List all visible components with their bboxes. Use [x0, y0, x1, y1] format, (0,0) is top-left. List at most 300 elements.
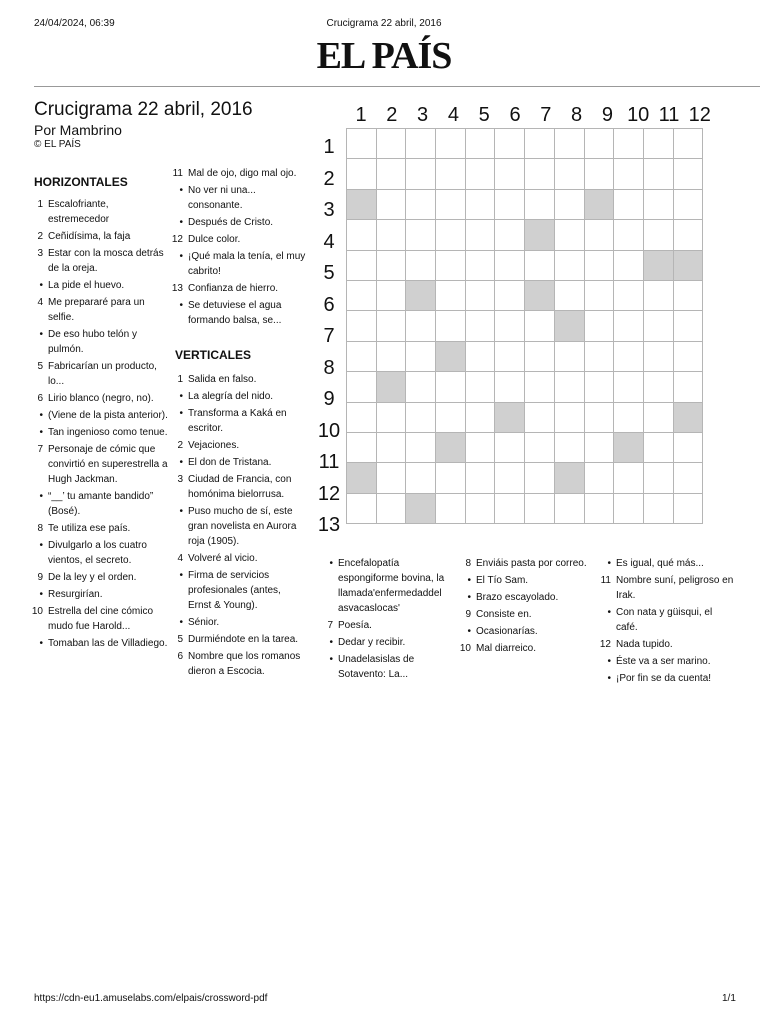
grid-cell[interactable] — [376, 280, 406, 310]
grid-cell[interactable] — [465, 129, 495, 159]
grid-cell[interactable] — [465, 463, 495, 493]
grid-cell[interactable] — [554, 280, 584, 310]
clue-item — [26, 521, 168, 536]
clue-item — [26, 442, 168, 487]
clue-number: 1 — [37, 199, 43, 210]
clue-number: 2 — [37, 231, 43, 242]
clue-text: De eso hubo telón y pulmón. — [48, 329, 137, 355]
grid-cell[interactable] — [436, 463, 466, 493]
clue-number: 5 — [37, 361, 43, 372]
row-number: 7 — [323, 325, 335, 347]
grid-cell[interactable] — [554, 250, 584, 280]
print-date: 24/04/2024, 06:39 — [34, 18, 115, 29]
clue-number: • — [39, 427, 43, 438]
grid-cell[interactable] — [406, 220, 436, 250]
grid-cell[interactable] — [584, 463, 614, 493]
clue-text: Estar con la mosca detrás de la oreja. — [48, 248, 164, 274]
clue-text: Nombre que los romanos dieron a Escocia. — [188, 651, 301, 677]
grid-cell[interactable] — [465, 493, 495, 523]
grid-cell[interactable] — [347, 493, 377, 523]
grid-cell[interactable] — [436, 280, 466, 310]
clue-text: Personaje de cómic que convirtió en superestrella a Hugh Jackman. — [48, 444, 168, 485]
grid-cell[interactable] — [643, 311, 673, 341]
grid-block — [525, 280, 555, 310]
grid-cell[interactable] — [554, 493, 584, 523]
grid-cell[interactable] — [643, 189, 673, 219]
clue-number: • — [39, 410, 43, 421]
column-number: 7 — [540, 104, 552, 126]
clue-text: Firma de servicios profesionales (antes, Ernst & Young). — [188, 570, 281, 611]
clue-number: • — [39, 491, 43, 502]
grid-cell[interactable] — [406, 372, 436, 402]
grid-cell[interactable] — [436, 189, 466, 219]
grid-cell[interactable] — [347, 250, 377, 280]
grid-cell[interactable] — [406, 311, 436, 341]
footer-page-number: 1/1 — [722, 993, 736, 1004]
header-divider — [34, 86, 760, 87]
grid-cell[interactable] — [643, 220, 673, 250]
row-number: 1 — [323, 136, 335, 158]
row-number: 6 — [323, 293, 335, 316]
grid-cell[interactable] — [584, 159, 614, 189]
grid-cell[interactable] — [614, 311, 644, 341]
clue-text: Es igual, qué más... — [616, 558, 704, 569]
row-number: 2 — [323, 167, 335, 190]
grid-cell[interactable] — [376, 159, 406, 189]
grid-cell[interactable] — [347, 159, 377, 189]
grid-cell[interactable] — [584, 129, 614, 159]
grid-cell[interactable] — [673, 311, 703, 341]
clue-item — [166, 281, 306, 296]
grid-cell[interactable] — [614, 280, 644, 310]
clue-number: 8 — [37, 523, 43, 534]
clue-number: 10 — [459, 643, 471, 654]
grid-cell[interactable] — [495, 463, 525, 493]
clue-number: • — [607, 558, 611, 569]
grid-cell[interactable] — [465, 250, 495, 280]
clue-item — [26, 489, 168, 519]
clue-text: Con nata y güisqui, el café. — [616, 607, 713, 633]
clue-item — [316, 652, 452, 682]
grid-cell[interactable] — [673, 129, 703, 159]
clue-item — [26, 327, 168, 357]
clue-number: • — [179, 300, 183, 311]
grid-block — [525, 220, 555, 250]
footer-url: https://cdn-eu1.amuselabs.com/elpais/crossword-pdf — [34, 993, 268, 1004]
column-number: 2 — [386, 104, 398, 126]
grid-cell[interactable] — [376, 432, 406, 462]
clue-number: • — [467, 575, 471, 586]
clue-number: • — [467, 626, 471, 637]
grid-cell[interactable] — [347, 341, 377, 371]
grid-cell[interactable] — [376, 189, 406, 219]
clue-number: • — [329, 637, 333, 648]
grid-block — [554, 463, 584, 493]
grid-cell[interactable] — [436, 220, 466, 250]
grid-cell[interactable] — [376, 129, 406, 159]
clue-item — [316, 635, 452, 650]
grid-cell[interactable] — [465, 189, 495, 219]
clue-item — [166, 406, 306, 436]
clue-number: 7 — [37, 444, 43, 455]
clue-text: Transforma a Kaká en escritor. — [188, 408, 287, 434]
clue-number: • — [39, 329, 43, 340]
clue-text: Durmiéndote en la tarea. — [188, 634, 299, 645]
row-number: 10 — [317, 419, 341, 442]
grid-cell[interactable] — [584, 493, 614, 523]
clue-text: Confianza de hierro. — [188, 283, 279, 294]
grid-cell[interactable] — [554, 432, 584, 462]
grid-block — [436, 432, 466, 462]
clue-text: No ver ni una... consonante. — [188, 185, 256, 211]
clue-text: Te utiliza ese país. — [48, 523, 131, 534]
grid-cell[interactable] — [495, 341, 525, 371]
clue-number: 10 — [31, 606, 43, 617]
grid-cell[interactable] — [436, 311, 466, 341]
clue-number: 6 — [177, 651, 183, 662]
grid-cell[interactable] — [495, 129, 525, 159]
grid-cell[interactable] — [406, 432, 436, 462]
clue-item — [26, 538, 168, 568]
clue-text: Me prepararé para un selfie. — [48, 297, 145, 323]
grid-cell[interactable] — [347, 280, 377, 310]
grid-cell[interactable] — [525, 432, 555, 462]
clue-text: Tomaban las de Villadiego. — [48, 638, 168, 649]
el-pais-logo: EL PAÍS — [316, 35, 452, 77]
grid-cell[interactable] — [495, 280, 525, 310]
column-number: 5 — [478, 104, 490, 126]
grid-block — [614, 432, 644, 462]
grid-cell[interactable] — [347, 311, 377, 341]
clue-text: Estrella del cine cómico mudo fue Harold... — [48, 606, 154, 632]
grid-cell[interactable] — [465, 280, 495, 310]
grid-cell[interactable] — [525, 372, 555, 402]
grid-cell[interactable] — [643, 159, 673, 189]
grid-block — [347, 189, 377, 219]
clue-number: 7 — [327, 620, 333, 631]
grid-cell[interactable] — [465, 220, 495, 250]
clue-item — [26, 636, 168, 651]
grid-cell[interactable] — [436, 493, 466, 523]
clue-number: 11 — [600, 575, 611, 586]
grid-cell[interactable] — [614, 463, 644, 493]
grid-cell[interactable] — [584, 432, 614, 462]
clue-item — [594, 654, 734, 669]
clue-text: Después de Cristo. — [188, 217, 274, 228]
grid-cell[interactable] — [465, 372, 495, 402]
clue-item — [316, 556, 452, 616]
grid-cell[interactable] — [673, 463, 703, 493]
grid-cell[interactable] — [643, 341, 673, 371]
grid-cell[interactable] — [525, 341, 555, 371]
grid-cell[interactable] — [495, 432, 525, 462]
grid-cell[interactable] — [376, 250, 406, 280]
grid-cell[interactable] — [525, 311, 555, 341]
grid-cell[interactable] — [465, 432, 495, 462]
grid-cell[interactable] — [584, 402, 614, 432]
clue-number: • — [179, 185, 183, 196]
clue-number: 2 — [177, 440, 183, 451]
clue-item — [594, 605, 734, 635]
grid-cell[interactable] — [554, 129, 584, 159]
column-number: 8 — [571, 104, 583, 126]
column-number: 9 — [601, 104, 613, 126]
grid-cell[interactable] — [554, 189, 584, 219]
clue-text: Vejaciones. — [188, 440, 240, 451]
grid-cell[interactable] — [584, 341, 614, 371]
grid-cell[interactable] — [347, 402, 377, 432]
grid-block — [673, 250, 703, 280]
clue-item — [166, 551, 306, 566]
clue-number: • — [39, 280, 43, 291]
row-number: 11 — [318, 451, 340, 473]
clue-item — [166, 504, 306, 549]
clue-item — [454, 607, 592, 622]
clue-text: Lirio blanco (negro, no). — [48, 393, 154, 404]
grid-cell[interactable] — [643, 129, 673, 159]
clue-text: Escalofriante, estremecedor — [48, 199, 110, 225]
clue-text: El Tío Sam. — [476, 575, 529, 586]
grid-cell[interactable] — [406, 159, 436, 189]
grid-cell[interactable] — [495, 250, 525, 280]
clue-number: 12 — [599, 639, 611, 650]
clue-item — [454, 641, 592, 656]
clue-item — [26, 408, 168, 423]
clue-text: Fabricarían un producto, lo... — [48, 361, 157, 387]
clue-item — [166, 472, 306, 502]
clue-text: Poesía. — [338, 620, 372, 631]
clue-text: La alegría del nido. — [188, 391, 274, 402]
row-number: 12 — [317, 482, 341, 505]
grid-cell[interactable] — [347, 372, 377, 402]
grid-cell[interactable] — [525, 402, 555, 432]
grid-cell[interactable] — [465, 311, 495, 341]
clue-number: 5 — [177, 634, 183, 645]
grid-cell[interactable] — [465, 402, 495, 432]
grid-cell[interactable] — [376, 493, 406, 523]
clue-item — [166, 438, 306, 453]
clue-text: Divulgarlo a los cuatro vientos, el secreto. — [48, 540, 147, 566]
grid-cell[interactable] — [673, 493, 703, 523]
clue-item — [166, 615, 306, 630]
grid-cell[interactable] — [406, 463, 436, 493]
clue-item — [26, 391, 168, 406]
grid-cell[interactable] — [673, 372, 703, 402]
grid-cell[interactable] — [584, 280, 614, 310]
grid-cell[interactable] — [673, 220, 703, 250]
grid-cell[interactable] — [376, 311, 406, 341]
clue-number: • — [179, 457, 183, 468]
grid-cell[interactable] — [347, 129, 377, 159]
clue-text: (Viene de la pista anterior). — [48, 410, 168, 421]
clue-number: 9 — [37, 572, 43, 583]
clue-item — [166, 389, 306, 404]
grid-cell[interactable] — [525, 250, 555, 280]
grid-cell[interactable] — [406, 250, 436, 280]
grid-cell[interactable] — [436, 250, 466, 280]
grid-cell[interactable] — [465, 159, 495, 189]
grid-cell[interactable] — [376, 341, 406, 371]
grid-cell[interactable] — [614, 493, 644, 523]
grid-cell[interactable] — [614, 129, 644, 159]
clue-number: • — [607, 607, 611, 618]
clue-text: ¡Qué mala la tenía, el muy cabrito! — [188, 251, 306, 277]
grid-cell[interactable] — [525, 189, 555, 219]
column-number: 4 — [447, 104, 459, 126]
clue-text: De la ley y el orden. — [48, 572, 137, 583]
clue-text: Tan ingenioso como tenue. — [48, 427, 168, 438]
grid-cell[interactable] — [584, 250, 614, 280]
grid-cell[interactable] — [584, 220, 614, 250]
grid-cell[interactable] — [495, 311, 525, 341]
grid-cell[interactable] — [406, 341, 436, 371]
row-number: 4 — [323, 230, 335, 253]
clue-item — [166, 249, 306, 279]
clue-number: 6 — [37, 393, 43, 404]
grid-cell[interactable] — [554, 341, 584, 371]
grid-cell[interactable] — [525, 129, 555, 159]
grid-cell[interactable] — [436, 372, 466, 402]
grid-cell[interactable] — [554, 402, 584, 432]
grid-cell[interactable] — [554, 159, 584, 189]
clue-text: Mal diarreico. — [476, 643, 537, 654]
clue-text: Éste va a ser marino. — [616, 656, 711, 667]
grid-cell[interactable] — [406, 129, 436, 159]
grid-block — [347, 463, 377, 493]
grid-cell[interactable] — [614, 372, 644, 402]
grid-cell[interactable] — [584, 372, 614, 402]
grid-cell[interactable] — [614, 402, 644, 432]
vertical-heading: VERTICALES — [175, 348, 252, 362]
grid-cell[interactable] — [436, 402, 466, 432]
grid-cell[interactable] — [554, 220, 584, 250]
clue-number: • — [179, 217, 183, 228]
grid-cell[interactable] — [643, 432, 673, 462]
grid-cell[interactable] — [525, 493, 555, 523]
grid-cell[interactable] — [495, 189, 525, 219]
grid-cell[interactable] — [495, 372, 525, 402]
grid-cell[interactable] — [643, 372, 673, 402]
clue-item — [166, 232, 306, 247]
clue-number: 3 — [177, 474, 183, 485]
grid-cell[interactable] — [525, 463, 555, 493]
grid-cell[interactable] — [673, 189, 703, 219]
column-number: 6 — [509, 104, 521, 126]
grid-cell[interactable] — [406, 402, 436, 432]
clue-text: Nombre suní, peligroso en Irak. — [616, 575, 734, 601]
grid-cell[interactable] — [376, 220, 406, 250]
grid-cell[interactable] — [376, 463, 406, 493]
grid-cell[interactable] — [614, 189, 644, 219]
clue-number: • — [329, 558, 333, 569]
column-number: 10 — [627, 104, 650, 126]
clue-item — [166, 649, 306, 679]
grid-cell[interactable] — [525, 159, 555, 189]
clue-item — [26, 278, 168, 293]
grid-cell[interactable] — [376, 402, 406, 432]
grid-cell[interactable] — [614, 220, 644, 250]
row-number: 5 — [323, 262, 335, 284]
clue-number: • — [329, 654, 333, 665]
grid-cell[interactable] — [643, 402, 673, 432]
grid-cell[interactable] — [495, 220, 525, 250]
clue-text: ¡Por fin se da cuenta! — [616, 673, 712, 684]
grid-cell[interactable] — [465, 341, 495, 371]
grid-cell[interactable] — [347, 432, 377, 462]
clue-number: • — [607, 656, 611, 667]
crossword-grid — [346, 128, 703, 524]
grid-cell[interactable] — [614, 159, 644, 189]
grid-block — [376, 372, 406, 402]
clue-list-col4 — [454, 556, 592, 658]
clue-item — [316, 618, 452, 633]
clue-item — [166, 298, 306, 328]
clue-list-col5 — [594, 556, 734, 688]
clue-number: 8 — [465, 558, 471, 569]
grid-cell[interactable] — [643, 463, 673, 493]
grid-cell[interactable] — [495, 493, 525, 523]
grid-cell[interactable] — [643, 280, 673, 310]
clue-item — [166, 215, 306, 230]
grid-cell[interactable] — [495, 159, 525, 189]
clue-item — [26, 604, 168, 634]
grid-cell[interactable] — [436, 129, 466, 159]
grid-cell[interactable] — [673, 159, 703, 189]
clue-item — [26, 359, 168, 389]
grid-cell[interactable] — [347, 220, 377, 250]
grid-cell[interactable] — [673, 280, 703, 310]
clue-text: Brazo escayolado. — [476, 592, 559, 603]
clue-list-col3 — [316, 556, 452, 684]
grid-cell[interactable] — [673, 341, 703, 371]
clue-text: Ceñidísima, la faja — [48, 231, 131, 242]
grid-cell[interactable] — [406, 189, 436, 219]
clue-number: 9 — [465, 609, 471, 620]
clue-text: Ocasionarías. — [476, 626, 538, 637]
column-number: 11 — [658, 104, 680, 126]
row-number: 8 — [323, 356, 335, 379]
clue-number: 3 — [37, 248, 43, 259]
clue-item — [26, 587, 168, 602]
column-number: 3 — [417, 104, 429, 126]
grid-cell[interactable] — [554, 372, 584, 402]
clue-item — [166, 568, 306, 613]
grid-cell[interactable] — [614, 341, 644, 371]
print-title: Crucigrama 22 abril, 2016 — [326, 18, 442, 29]
clue-item — [26, 229, 168, 244]
column-number: 1 — [355, 104, 367, 126]
clue-text: “__’ tu amante bandido” (Bosé). — [48, 491, 154, 517]
clue-number: • — [39, 638, 43, 649]
grid-cell[interactable] — [436, 159, 466, 189]
clue-text: Sénior. — [188, 617, 220, 628]
clue-text: Encefalopatía espongiforme bovina, la llamada'enfermedaddel asvacaslocas' — [338, 558, 445, 614]
clue-text: Salida en falso. — [188, 374, 257, 385]
clue-number: • — [39, 589, 43, 600]
clue-number: • — [179, 408, 183, 419]
grid-cell[interactable] — [614, 250, 644, 280]
clue-number: • — [179, 251, 183, 262]
grid-cell[interactable] — [673, 432, 703, 462]
clue-item — [594, 671, 734, 686]
grid-cell[interactable] — [643, 493, 673, 523]
clue-item — [166, 632, 306, 647]
clue-item — [26, 295, 168, 325]
grid-cell[interactable] — [584, 311, 614, 341]
clue-item — [594, 573, 734, 603]
row-number: 13 — [317, 514, 341, 536]
clue-number: • — [179, 570, 183, 581]
